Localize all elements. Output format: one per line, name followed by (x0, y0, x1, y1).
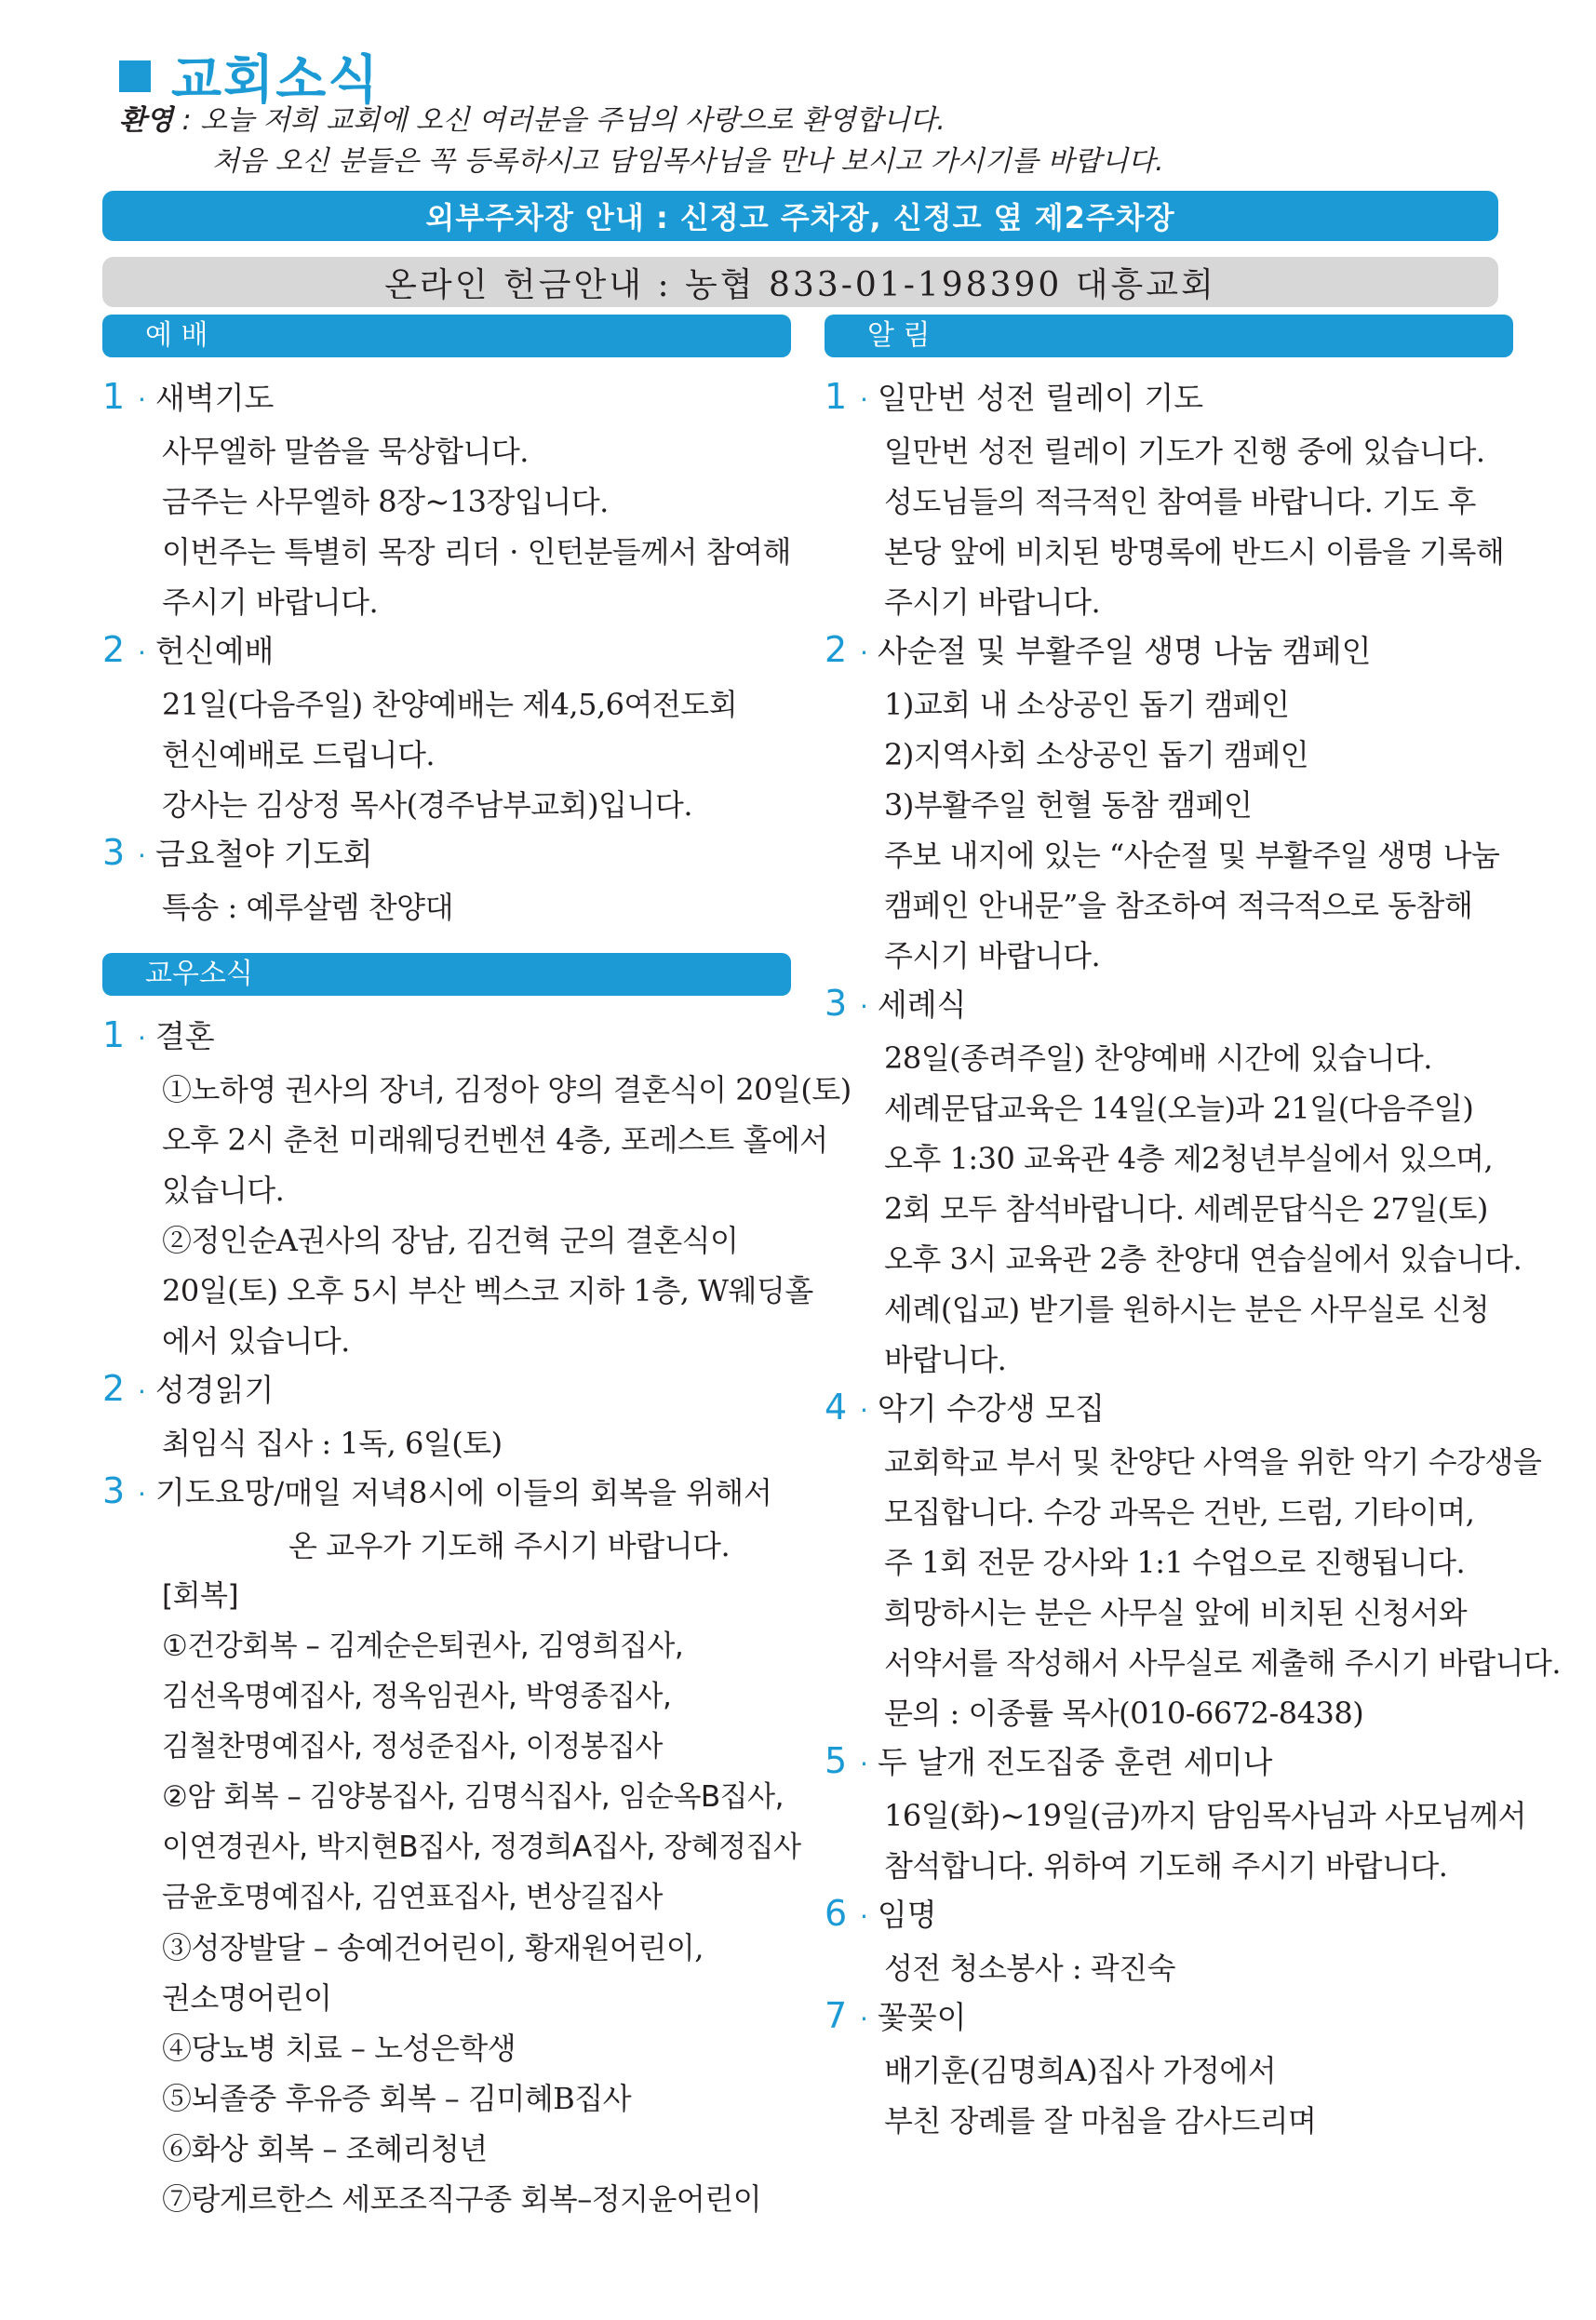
item-title: 새벽기도 (154, 380, 275, 416)
notice-item-6 (825, 1891, 1513, 1993)
item-line: ①노하영 권사의 장녀, 김정아 양의 결혼식이 20일(토) (162, 1072, 852, 1107)
bullet-dot-icon: · (138, 637, 146, 668)
item-number: 3 (102, 1470, 126, 1511)
item-line: 금주는 사무엘하 8장~13장입니다. (162, 484, 609, 519)
item-line: 3)부활주일 헌혈 동참 캠페인 (884, 787, 1253, 823)
item-title: 임명 (877, 1897, 937, 1933)
members-item-1 (102, 1012, 852, 1366)
bullet-dot-icon: · (860, 637, 868, 668)
item-line: 강사는 김상정 목사(경주남부교회)입니다. (162, 787, 692, 823)
page-title: 교회소식 (171, 50, 381, 111)
notice-item-5 (825, 1738, 1527, 1891)
notice-item-2 (825, 627, 1513, 981)
notice-item-3 (825, 981, 1522, 1385)
item-line: 특송 : 예루살렘 찬양대 (162, 890, 454, 925)
notice-item-4 (825, 1385, 1562, 1738)
item-line: ③성장발달 – 송예건어린이, 황재원어린이, (162, 1930, 704, 1965)
item-title: 헌신예배 (154, 633, 275, 669)
item-title-main: 기도요망 (154, 1474, 275, 1510)
item-line: 참석합니다. 위하여 기도해 주시기 바랍니다. (884, 1848, 1448, 1884)
bullet-dot-icon: · (860, 2004, 868, 2034)
notice-item-7 (825, 1993, 1513, 2146)
item-line: 희망하시는 분은 사무실 앞에 비치된 신청서와 (884, 1595, 1468, 1630)
item-title: 성경읽기 (154, 1372, 275, 1408)
bullet-dot-icon: · (860, 1749, 868, 1779)
item-line: 김철찬명예집사, 정성준집사, 이정봉집사 (162, 1730, 663, 1763)
item-title-extra: /매일 저녁8시에 이들의 회복을 위해서 (274, 1475, 772, 1510)
item-number: 3 (825, 983, 848, 1024)
item-number: 5 (825, 1740, 848, 1781)
item-line: 모집합니다. 수강 과목은 건반, 드럼, 기타이며, (884, 1495, 1475, 1530)
item-title: 세례식 (877, 986, 967, 1023)
item-line: 이연경권사, 박지현B집사, 정경희A집사, 장혜정집사 (162, 1831, 801, 1864)
item-line: 20일(토) 오후 5시 부산 벡스코 지하 1층, W웨딩홀 (162, 1273, 813, 1308)
item-line: 문의 : 이종률 목사(010-6672-8438) (884, 1696, 1364, 1731)
bullet-dot-icon: · (138, 1376, 146, 1407)
notice-item-1 (825, 374, 1513, 627)
worship-item-1 (102, 374, 791, 627)
item-line: ⑦랑게르한스 세포조직구종 회복–정지윤어린이 (162, 2181, 762, 2217)
item-line: 세례(입교) 받기를 원하시는 분은 사무실로 신청 (884, 1292, 1490, 1327)
item-line: 권소명어린이 (162, 1980, 332, 2016)
item-line: 사무엘하 말씀을 묵상합니다. (162, 434, 529, 469)
item-line: 최임식 집사 : 1독, 6일(토) (162, 1426, 503, 1461)
item-title (155, 1468, 772, 1512)
bullet-dot-icon: · (138, 840, 146, 871)
members-section-heading: 교우소식 (102, 953, 791, 996)
item-number: 2 (825, 629, 848, 670)
item-line: 주보 내지에 있는 “사순절 및 부활주일 생명 나눔 (884, 838, 1500, 873)
item-number: 7 (825, 1995, 848, 2036)
item-line: 성도님들의 적극적인 참여를 바랍니다. 기도 후 (884, 484, 1476, 519)
item-line: 김선옥명예집사, 정옥임권사, 박영종집사, (162, 1680, 672, 1713)
item-line: 온 교우가 기도해 주시기 바랍니다. (288, 1528, 731, 1563)
item-line: 오후 3시 교육관 2층 찬양대 연습실에서 있습니다. (884, 1241, 1522, 1277)
item-line: ⑤뇌졸중 후유증 회복 – 김미혜B집사 (162, 2081, 632, 2116)
item-line: ④당뇨병 치료 – 노성은학생 (162, 2031, 516, 2066)
item-line: 금윤호명예집사, 김연표집사, 변상길집사 (162, 1881, 663, 1914)
item-line: 주시기 바랍니다. (162, 584, 379, 620)
item-line: 부친 장례를 잘 마침을 감사드리며 (884, 2103, 1317, 2139)
welcome-label: 환영 (119, 104, 173, 137)
item-line: 배기훈(김명희A)집사 가정에서 (884, 2053, 1277, 2088)
item-number: 6 (825, 1893, 848, 1934)
bullet-dot-icon: · (138, 1479, 146, 1509)
bullet-dot-icon: · (860, 1395, 868, 1426)
welcome-line-1: : 오늘 저희 교회에 오신 여러분을 주님의 사랑으로 환영합니다. (172, 104, 946, 137)
item-number: 1 (102, 1014, 126, 1055)
offering-notice-bar: 온라인 헌금안내 : 농협 833-01-198390 대흥교회 (102, 257, 1498, 307)
item-line: 캠페인 안내문”을 참조하여 적극적으로 동참해 (884, 888, 1473, 923)
item-title: 악기 수강생 모집 (877, 1390, 1106, 1427)
right-column (825, 315, 1562, 2146)
item-title: 결혼 (154, 1018, 215, 1054)
bullet-dot-icon: · (138, 1023, 146, 1053)
item-title: 금요철야 기도회 (154, 836, 373, 872)
item-title: 두 날개 전도집중 훈련 세미나 (877, 1744, 1273, 1780)
members-item-2 (102, 1366, 791, 1468)
item-line: 주 1회 전문 강사와 1:1 수업으로 진행됩니다. (884, 1545, 1466, 1580)
item-sub-label: [회복] (162, 1579, 239, 1613)
item-line: ①건강회복 – 김계순은퇴권사, 김영희집사, (162, 1629, 684, 1663)
item-line: 주시기 바랍니다. (884, 584, 1101, 620)
item-number: 1 (825, 376, 848, 417)
members-item-3 (102, 1468, 801, 2224)
parking-notice-bar: 외부주차장 안내 : 신정고 주차장, 신정고 옆 제2주차장 (102, 191, 1498, 241)
item-number: 2 (102, 629, 126, 670)
worship-section-heading: 예 배 (102, 315, 791, 357)
item-line: 2회 모두 참석바랍니다. 세례문답식은 27일(토) (884, 1191, 1488, 1227)
title-square-icon (119, 60, 151, 92)
item-line: 오후 2시 춘천 미래웨딩컨벤션 4층, 포레스트 홀에서 (162, 1122, 828, 1158)
bullet-dot-icon: · (138, 384, 146, 415)
welcome-message (119, 101, 1164, 182)
item-line: 21일(다음주일) 찬양예배는 제4,5,6여전도회 (162, 687, 738, 722)
item-line: ②암 회복 – 김양봉집사, 김명식집사, 임순옥B집사, (162, 1780, 784, 1814)
item-line: 주시기 바랍니다. (884, 938, 1101, 973)
item-line: 본당 앞에 비치된 방명록에 반드시 이름을 기록해 (884, 534, 1505, 570)
item-line: 16일(화)~19일(금)까지 담임목사님과 사모님께서 (884, 1798, 1527, 1833)
item-line: ②정인순A권사의 장남, 김건혁 군의 결혼식이 (162, 1223, 739, 1258)
item-line: 서약서를 작성해서 사무실로 제출해 주시기 바랍니다. (884, 1645, 1562, 1681)
bullet-dot-icon: · (860, 1901, 868, 1932)
item-number: 2 (102, 1368, 126, 1409)
welcome-line-2: 처음 오신 분들은 꼭 등록하시고 담임목사님을 만나 보시고 가시기를 바랍니다. (212, 145, 1164, 178)
item-number: 1 (102, 376, 126, 417)
item-line: 바랍니다. (884, 1342, 1007, 1377)
item-title: 일만번 성전 릴레이 기도 (877, 380, 1204, 416)
item-line: ⑥화상 회복 – 조혜리청년 (162, 2131, 488, 2166)
item-line: 있습니다. (162, 1173, 285, 1208)
notices-section-heading: 알 림 (825, 315, 1513, 357)
item-line: 성전 청소봉사 : 곽진숙 (884, 1951, 1176, 1986)
item-line: 2)지역사회 소상공인 돕기 캠페인 (884, 737, 1309, 772)
item-line: 헌신예배로 드립니다. (162, 737, 436, 772)
item-line: 이번주는 특별히 목장 리더 · 인턴분들께서 참여해 (162, 534, 791, 570)
item-line: 1)교회 내 소상공인 돕기 캠페인 (884, 687, 1290, 722)
item-line: 교회학교 부서 및 찬양단 사역을 위한 악기 수강생을 (884, 1444, 1542, 1480)
item-number: 3 (102, 832, 126, 873)
item-line: 에서 있습니다. (162, 1323, 350, 1359)
item-line: 오후 1:30 교육관 4층 제2청년부실에서 있으며, (884, 1141, 1494, 1176)
item-number: 4 (825, 1387, 848, 1428)
bullet-dot-icon: · (860, 384, 868, 415)
item-line: 일만번 성전 릴레이 기도가 진행 중에 있습니다. (884, 434, 1485, 469)
left-column (102, 315, 852, 2224)
item-title: 사순절 및 부활주일 생명 나눔 캠페인 (877, 633, 1372, 669)
item-line: 세례문답교육은 14일(오늘)과 21일(다음주일) (884, 1091, 1474, 1126)
bullet-dot-icon: · (860, 991, 868, 1022)
worship-item-3 (102, 830, 791, 932)
worship-item-2 (102, 627, 791, 830)
item-line: 28일(종려주일) 찬양예배 시간에 있습니다. (884, 1040, 1432, 1076)
item-title: 꽃꽂이 (877, 1999, 967, 2035)
